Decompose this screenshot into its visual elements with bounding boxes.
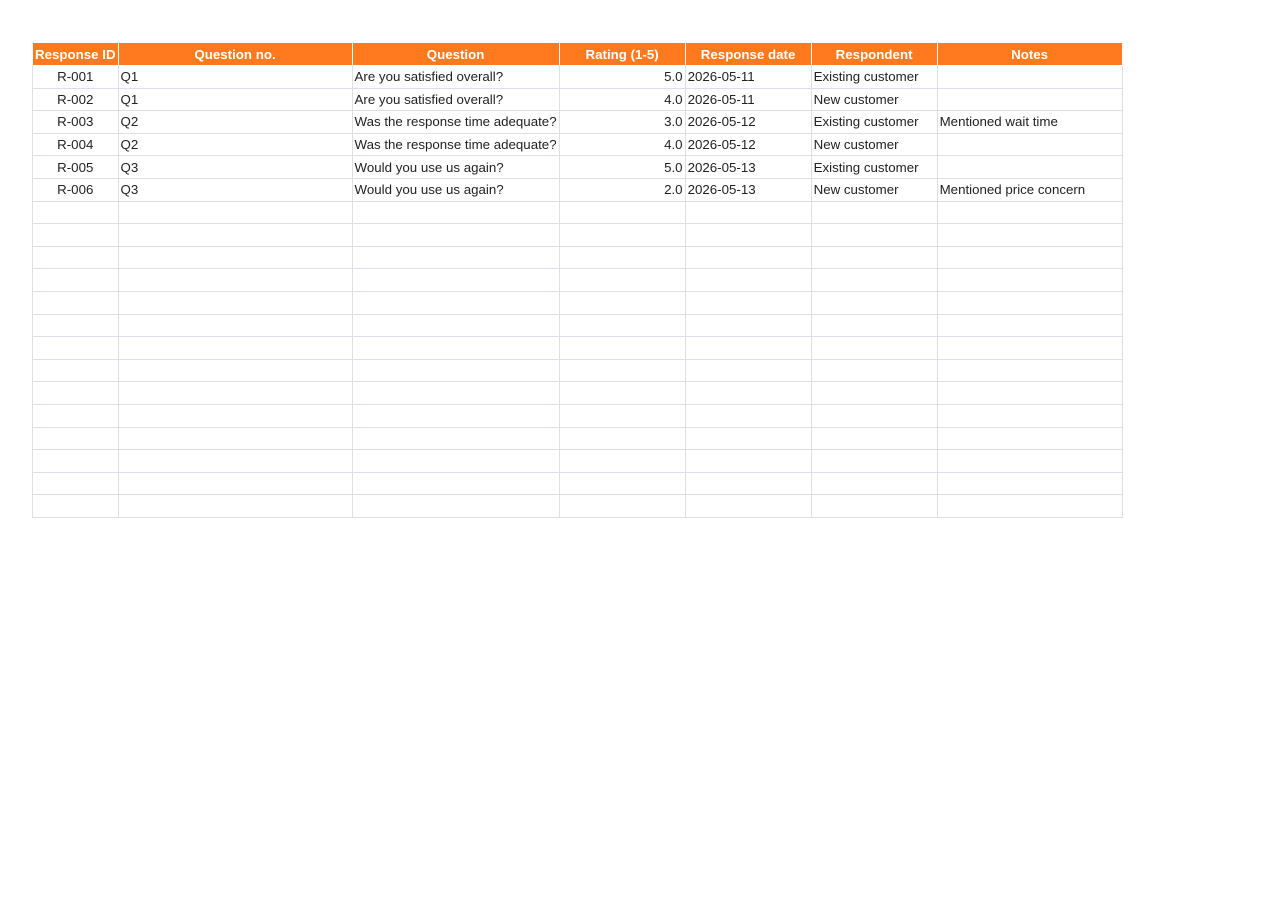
cell-response-id[interactable]: R-001 — [33, 66, 119, 89]
cell-notes[interactable] — [937, 291, 1122, 314]
cell-respondent[interactable]: New customer — [811, 88, 937, 111]
table-row — [33, 495, 1123, 518]
cell-question-no[interactable]: Q3 — [118, 178, 352, 201]
table-row — [33, 314, 1123, 337]
cell-question-no[interactable] — [118, 382, 352, 405]
cell-question-no[interactable] — [118, 269, 352, 292]
cell-respondent[interactable] — [811, 495, 937, 518]
cell-response-id[interactable] — [33, 382, 119, 405]
header-question[interactable]: Question — [352, 43, 559, 66]
cell-respondent[interactable]: Existing customer — [811, 156, 937, 179]
cell-respondent[interactable] — [811, 269, 937, 292]
table-row — [33, 269, 1123, 292]
table-row — [33, 427, 1123, 450]
cell-response-date[interactable]: 2026-05-12 — [685, 133, 811, 156]
cell-question-no[interactable]: Q1 — [118, 66, 352, 89]
cell-notes[interactable] — [937, 404, 1122, 427]
table-row — [33, 291, 1123, 314]
cell-respondent[interactable] — [811, 450, 937, 473]
cell-notes[interactable] — [937, 224, 1122, 247]
cell-question-no[interactable] — [118, 291, 352, 314]
table-row — [33, 111, 1123, 134]
cell-question[interactable] — [352, 201, 559, 224]
cell-question-no[interactable] — [118, 246, 352, 269]
cell-respondent[interactable] — [811, 201, 937, 224]
cell-question-no[interactable] — [118, 495, 352, 518]
cell-question[interactable] — [352, 269, 559, 292]
table-row — [33, 359, 1123, 382]
cell-question[interactable] — [352, 314, 559, 337]
cell-question[interactable]: Would you use us again? — [352, 178, 559, 201]
cell-question[interactable] — [352, 359, 559, 382]
cell-response-date[interactable]: 2026-05-12 — [685, 111, 811, 134]
cell-rating[interactable] — [559, 269, 685, 292]
header-rating[interactable]: Rating (1-5) — [559, 43, 685, 66]
table-row — [33, 201, 1123, 224]
table-row — [33, 156, 1123, 179]
cell-response-date[interactable] — [685, 495, 811, 518]
cell-response-date[interactable] — [685, 224, 811, 247]
cell-rating[interactable]: 5.0 — [559, 66, 685, 89]
cell-respondent[interactable]: New customer — [811, 133, 937, 156]
response-table — [32, 43, 1123, 518]
cell-respondent[interactable] — [811, 359, 937, 382]
cell-rating[interactable] — [559, 472, 685, 495]
cell-rating[interactable] — [559, 201, 685, 224]
cell-rating[interactable] — [559, 314, 685, 337]
cell-question[interactable] — [352, 404, 559, 427]
cell-rating[interactable]: 3.0 — [559, 111, 685, 134]
cell-notes[interactable] — [937, 382, 1122, 405]
cell-respondent[interactable] — [811, 224, 937, 247]
cell-rating[interactable] — [559, 337, 685, 360]
cell-response-id[interactable] — [33, 224, 119, 247]
cell-question[interactable] — [352, 427, 559, 450]
cell-rating[interactable]: 4.0 — [559, 133, 685, 156]
table-row — [33, 450, 1123, 473]
cell-notes[interactable] — [937, 88, 1122, 111]
table-row — [33, 472, 1123, 495]
cell-rating[interactable] — [559, 404, 685, 427]
cell-question[interactable] — [352, 450, 559, 473]
cell-rating[interactable]: 2.0 — [559, 178, 685, 201]
cell-question-no[interactable]: Q2 — [118, 133, 352, 156]
cell-rating[interactable] — [559, 359, 685, 382]
cell-respondent[interactable]: Existing customer — [811, 66, 937, 89]
cell-response-date[interactable] — [685, 337, 811, 360]
cell-response-date[interactable]: 2026-05-13 — [685, 156, 811, 179]
cell-notes[interactable] — [937, 472, 1122, 495]
cell-respondent[interactable]: Existing customer — [811, 111, 937, 134]
cell-response-id[interactable] — [33, 291, 119, 314]
cell-response-id[interactable]: R-006 — [33, 178, 119, 201]
header-response-id[interactable]: Response ID — [33, 43, 119, 66]
cell-question[interactable]: Would you use us again? — [352, 156, 559, 179]
cell-response-date[interactable] — [685, 269, 811, 292]
cell-notes[interactable]: Mentioned price concern — [937, 178, 1122, 201]
cell-question-no[interactable] — [118, 201, 352, 224]
cell-respondent[interactable] — [811, 427, 937, 450]
cell-notes[interactable] — [937, 314, 1122, 337]
cell-notes[interactable] — [937, 337, 1122, 360]
cell-rating[interactable]: 4.0 — [559, 88, 685, 111]
cell-question-no[interactable]: Q1 — [118, 88, 352, 111]
cell-response-date[interactable] — [685, 472, 811, 495]
cell-response-id[interactable] — [33, 495, 119, 518]
cell-question[interactable]: Was the response time adequate? — [352, 111, 559, 134]
cell-question[interactable] — [352, 382, 559, 405]
table-row — [33, 133, 1123, 156]
cell-question[interactable] — [352, 472, 559, 495]
table-row — [33, 404, 1123, 427]
cell-response-id[interactable] — [33, 472, 119, 495]
header-row — [33, 43, 1123, 66]
cell-notes[interactable] — [937, 427, 1122, 450]
cell-question-no[interactable] — [118, 314, 352, 337]
cell-question-no[interactable] — [118, 427, 352, 450]
cell-respondent[interactable] — [811, 246, 937, 269]
table-row — [33, 88, 1123, 111]
cell-respondent[interactable] — [811, 472, 937, 495]
cell-response-id[interactable]: R-002 — [33, 88, 119, 111]
cell-response-date[interactable]: 2026-05-13 — [685, 178, 811, 201]
cell-notes[interactable] — [937, 156, 1122, 179]
table-row — [33, 382, 1123, 405]
cell-notes[interactable] — [937, 269, 1122, 292]
cell-question-no[interactable] — [118, 337, 352, 360]
cell-response-date[interactable] — [685, 404, 811, 427]
table-row — [33, 246, 1123, 269]
cell-response-date[interactable] — [685, 314, 811, 337]
cell-question[interactable]: Was the response time adequate? — [352, 133, 559, 156]
cell-response-id[interactable] — [33, 450, 119, 473]
cell-response-date[interactable] — [685, 359, 811, 382]
header-response-date[interactable]: Response date — [685, 43, 811, 66]
cell-response-date[interactable] — [685, 291, 811, 314]
header-notes[interactable]: Notes — [937, 43, 1122, 66]
cell-respondent[interactable] — [811, 291, 937, 314]
cell-response-id[interactable] — [33, 246, 119, 269]
cell-notes[interactable] — [937, 450, 1122, 473]
cell-question[interactable]: Are you satisfied overall? — [352, 88, 559, 111]
cell-response-id[interactable] — [33, 201, 119, 224]
cell-rating[interactable] — [559, 224, 685, 247]
cell-response-id[interactable] — [33, 269, 119, 292]
cell-question-no[interactable] — [118, 404, 352, 427]
cell-rating[interactable] — [559, 495, 685, 518]
cell-response-date[interactable] — [685, 450, 811, 473]
cell-notes[interactable] — [937, 66, 1122, 89]
table-row — [33, 224, 1123, 247]
cell-response-date[interactable]: 2026-05-11 — [685, 66, 811, 89]
cell-response-date[interactable]: 2026-05-11 — [685, 88, 811, 111]
cell-respondent[interactable] — [811, 337, 937, 360]
table-row — [33, 337, 1123, 360]
cell-question-no[interactable]: Q2 — [118, 111, 352, 134]
table-row — [33, 178, 1123, 201]
cell-rating[interactable] — [559, 246, 685, 269]
cell-respondent[interactable]: New customer — [811, 178, 937, 201]
cell-notes[interactable] — [937, 246, 1122, 269]
cell-response-id[interactable] — [33, 359, 119, 382]
cell-notes[interactable]: Mentioned wait time — [937, 111, 1122, 134]
cell-respondent[interactable] — [811, 314, 937, 337]
cell-notes[interactable] — [937, 359, 1122, 382]
cell-notes[interactable] — [937, 133, 1122, 156]
cell-question-no[interactable] — [118, 472, 352, 495]
cell-question-no[interactable] — [118, 359, 352, 382]
cell-rating[interactable] — [559, 291, 685, 314]
cell-response-id[interactable]: R-005 — [33, 156, 119, 179]
cell-respondent[interactable] — [811, 404, 937, 427]
cell-question-no[interactable]: Q3 — [118, 156, 352, 179]
cell-notes[interactable] — [937, 495, 1122, 518]
cell-question[interactable] — [352, 291, 559, 314]
cell-response-id[interactable] — [33, 404, 119, 427]
cell-question-no[interactable] — [118, 450, 352, 473]
cell-question[interactable] — [352, 224, 559, 247]
cell-question[interactable] — [352, 495, 559, 518]
cell-question[interactable]: Are you satisfied overall? — [352, 66, 559, 89]
cell-response-date[interactable] — [685, 382, 811, 405]
cell-response-id[interactable] — [33, 337, 119, 360]
cell-rating[interactable] — [559, 427, 685, 450]
cell-response-date[interactable] — [685, 246, 811, 269]
cell-question[interactable] — [352, 246, 559, 269]
header-question-no[interactable]: Question no. — [118, 43, 352, 66]
header-respondent[interactable]: Respondent — [811, 43, 937, 66]
cell-response-id[interactable]: R-004 — [33, 133, 119, 156]
table-row — [33, 66, 1123, 89]
cell-response-id[interactable]: R-003 — [33, 111, 119, 134]
cell-rating[interactable]: 5.0 — [559, 156, 685, 179]
cell-response-id[interactable] — [33, 314, 119, 337]
cell-notes[interactable] — [937, 201, 1122, 224]
cell-rating[interactable] — [559, 382, 685, 405]
cell-response-date[interactable] — [685, 201, 811, 224]
cell-question[interactable] — [352, 337, 559, 360]
cell-respondent[interactable] — [811, 382, 937, 405]
cell-response-date[interactable] — [685, 427, 811, 450]
cell-question-no[interactable] — [118, 224, 352, 247]
cell-rating[interactable] — [559, 450, 685, 473]
cell-response-id[interactable] — [33, 427, 119, 450]
